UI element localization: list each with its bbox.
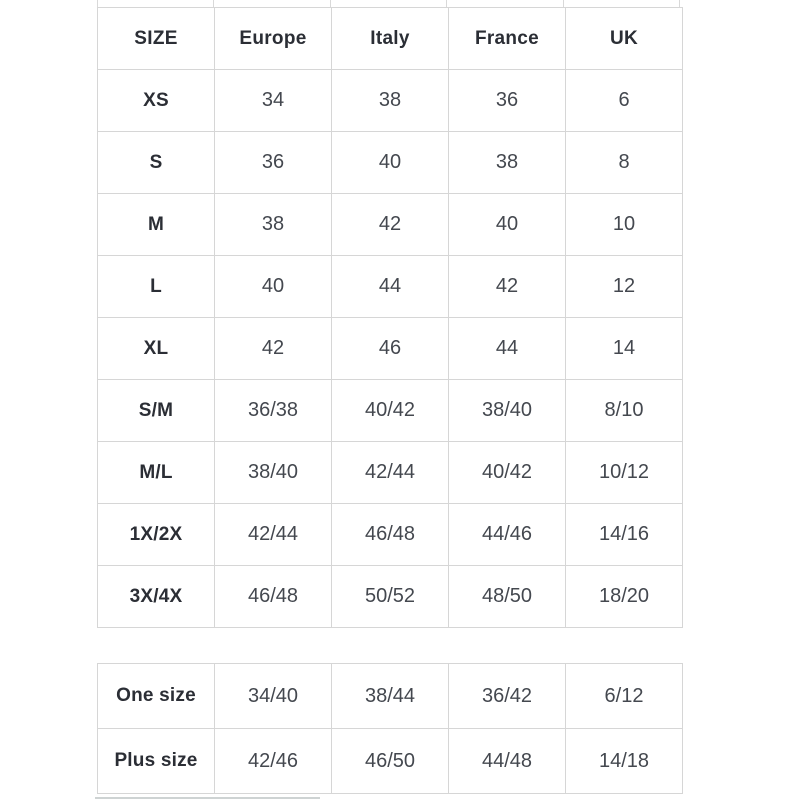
row-label: XS — [98, 70, 215, 132]
one-size-plus-size-table — [97, 663, 683, 794]
table-cell: 40/42 — [449, 442, 566, 504]
row-label: Plus size — [98, 729, 215, 794]
table-row — [98, 318, 683, 380]
column-header-france: France — [449, 8, 566, 70]
table-cell: 6 — [566, 70, 683, 132]
header-row — [98, 8, 683, 70]
table-cell: 44 — [449, 318, 566, 380]
table-cell: 36/42 — [449, 664, 566, 729]
row-label: S — [98, 132, 215, 194]
table-cell: 42 — [215, 318, 332, 380]
row-label: M — [98, 194, 215, 256]
row-label: XL — [98, 318, 215, 380]
row-label: 1X/2X — [98, 504, 215, 566]
table-cell: 10/12 — [566, 442, 683, 504]
table-row — [98, 664, 683, 729]
table-cell: 6/12 — [566, 664, 683, 729]
table-row — [98, 504, 683, 566]
table-row — [98, 442, 683, 504]
column-header-size: SIZE — [98, 8, 215, 70]
cutoff-border-stub — [213, 0, 214, 7]
table-cell: 42/44 — [332, 442, 449, 504]
table-cell: 42 — [332, 194, 449, 256]
size-conversion-table — [97, 7, 683, 628]
table-cell: 38 — [449, 132, 566, 194]
table-cell: 42/44 — [215, 504, 332, 566]
table-row — [98, 256, 683, 318]
column-header-europe: Europe — [215, 8, 332, 70]
table-cell: 40 — [449, 194, 566, 256]
table-cell: 36/38 — [215, 380, 332, 442]
column-header-italy: Italy — [332, 8, 449, 70]
next-table-partial-border — [95, 797, 320, 799]
table-cell: 48/50 — [449, 566, 566, 628]
table-cell: 38/40 — [449, 380, 566, 442]
cutoff-border-stub — [679, 0, 680, 7]
row-label: S/M — [98, 380, 215, 442]
table-cell: 38/44 — [332, 664, 449, 729]
table-cell: 44/48 — [449, 729, 566, 794]
table-cell: 46 — [332, 318, 449, 380]
cutoff-border-stub — [563, 0, 564, 7]
cutoff-border-stub — [330, 0, 331, 7]
row-label: 3X/4X — [98, 566, 215, 628]
row-label: One size — [98, 664, 215, 729]
cutoff-border-stub — [446, 0, 447, 7]
table-cell: 40 — [332, 132, 449, 194]
table-cell: 34 — [215, 70, 332, 132]
table-cell: 38/40 — [215, 442, 332, 504]
table-cell: 46/48 — [215, 566, 332, 628]
table-cell: 10 — [566, 194, 683, 256]
table-cell: 36 — [449, 70, 566, 132]
table-cell: 14/18 — [566, 729, 683, 794]
table-row — [98, 70, 683, 132]
table-cell: 12 — [566, 256, 683, 318]
table-row — [98, 380, 683, 442]
table-cell: 36 — [215, 132, 332, 194]
table-row — [98, 194, 683, 256]
table-row — [98, 566, 683, 628]
row-label: L — [98, 256, 215, 318]
table-cell: 46/48 — [332, 504, 449, 566]
cutoff-border-stub — [97, 0, 98, 7]
table-row — [98, 132, 683, 194]
table-cell: 46/50 — [332, 729, 449, 794]
table-cell: 42 — [449, 256, 566, 318]
table-cell: 40/42 — [332, 380, 449, 442]
table-row — [98, 729, 683, 794]
table-cell: 38 — [332, 70, 449, 132]
table-cell: 44 — [332, 256, 449, 318]
table-cell: 8 — [566, 132, 683, 194]
table-cell: 38 — [215, 194, 332, 256]
table-cell: 42/46 — [215, 729, 332, 794]
table-cell: 18/20 — [566, 566, 683, 628]
table-cell: 40 — [215, 256, 332, 318]
table-cell: 50/52 — [332, 566, 449, 628]
table-cell: 44/46 — [449, 504, 566, 566]
row-label: M/L — [98, 442, 215, 504]
table-cell: 34/40 — [215, 664, 332, 729]
table-cell: 14/16 — [566, 504, 683, 566]
column-header-uk: UK — [566, 8, 683, 70]
table-cell: 8/10 — [566, 380, 683, 442]
table-cell: 14 — [566, 318, 683, 380]
